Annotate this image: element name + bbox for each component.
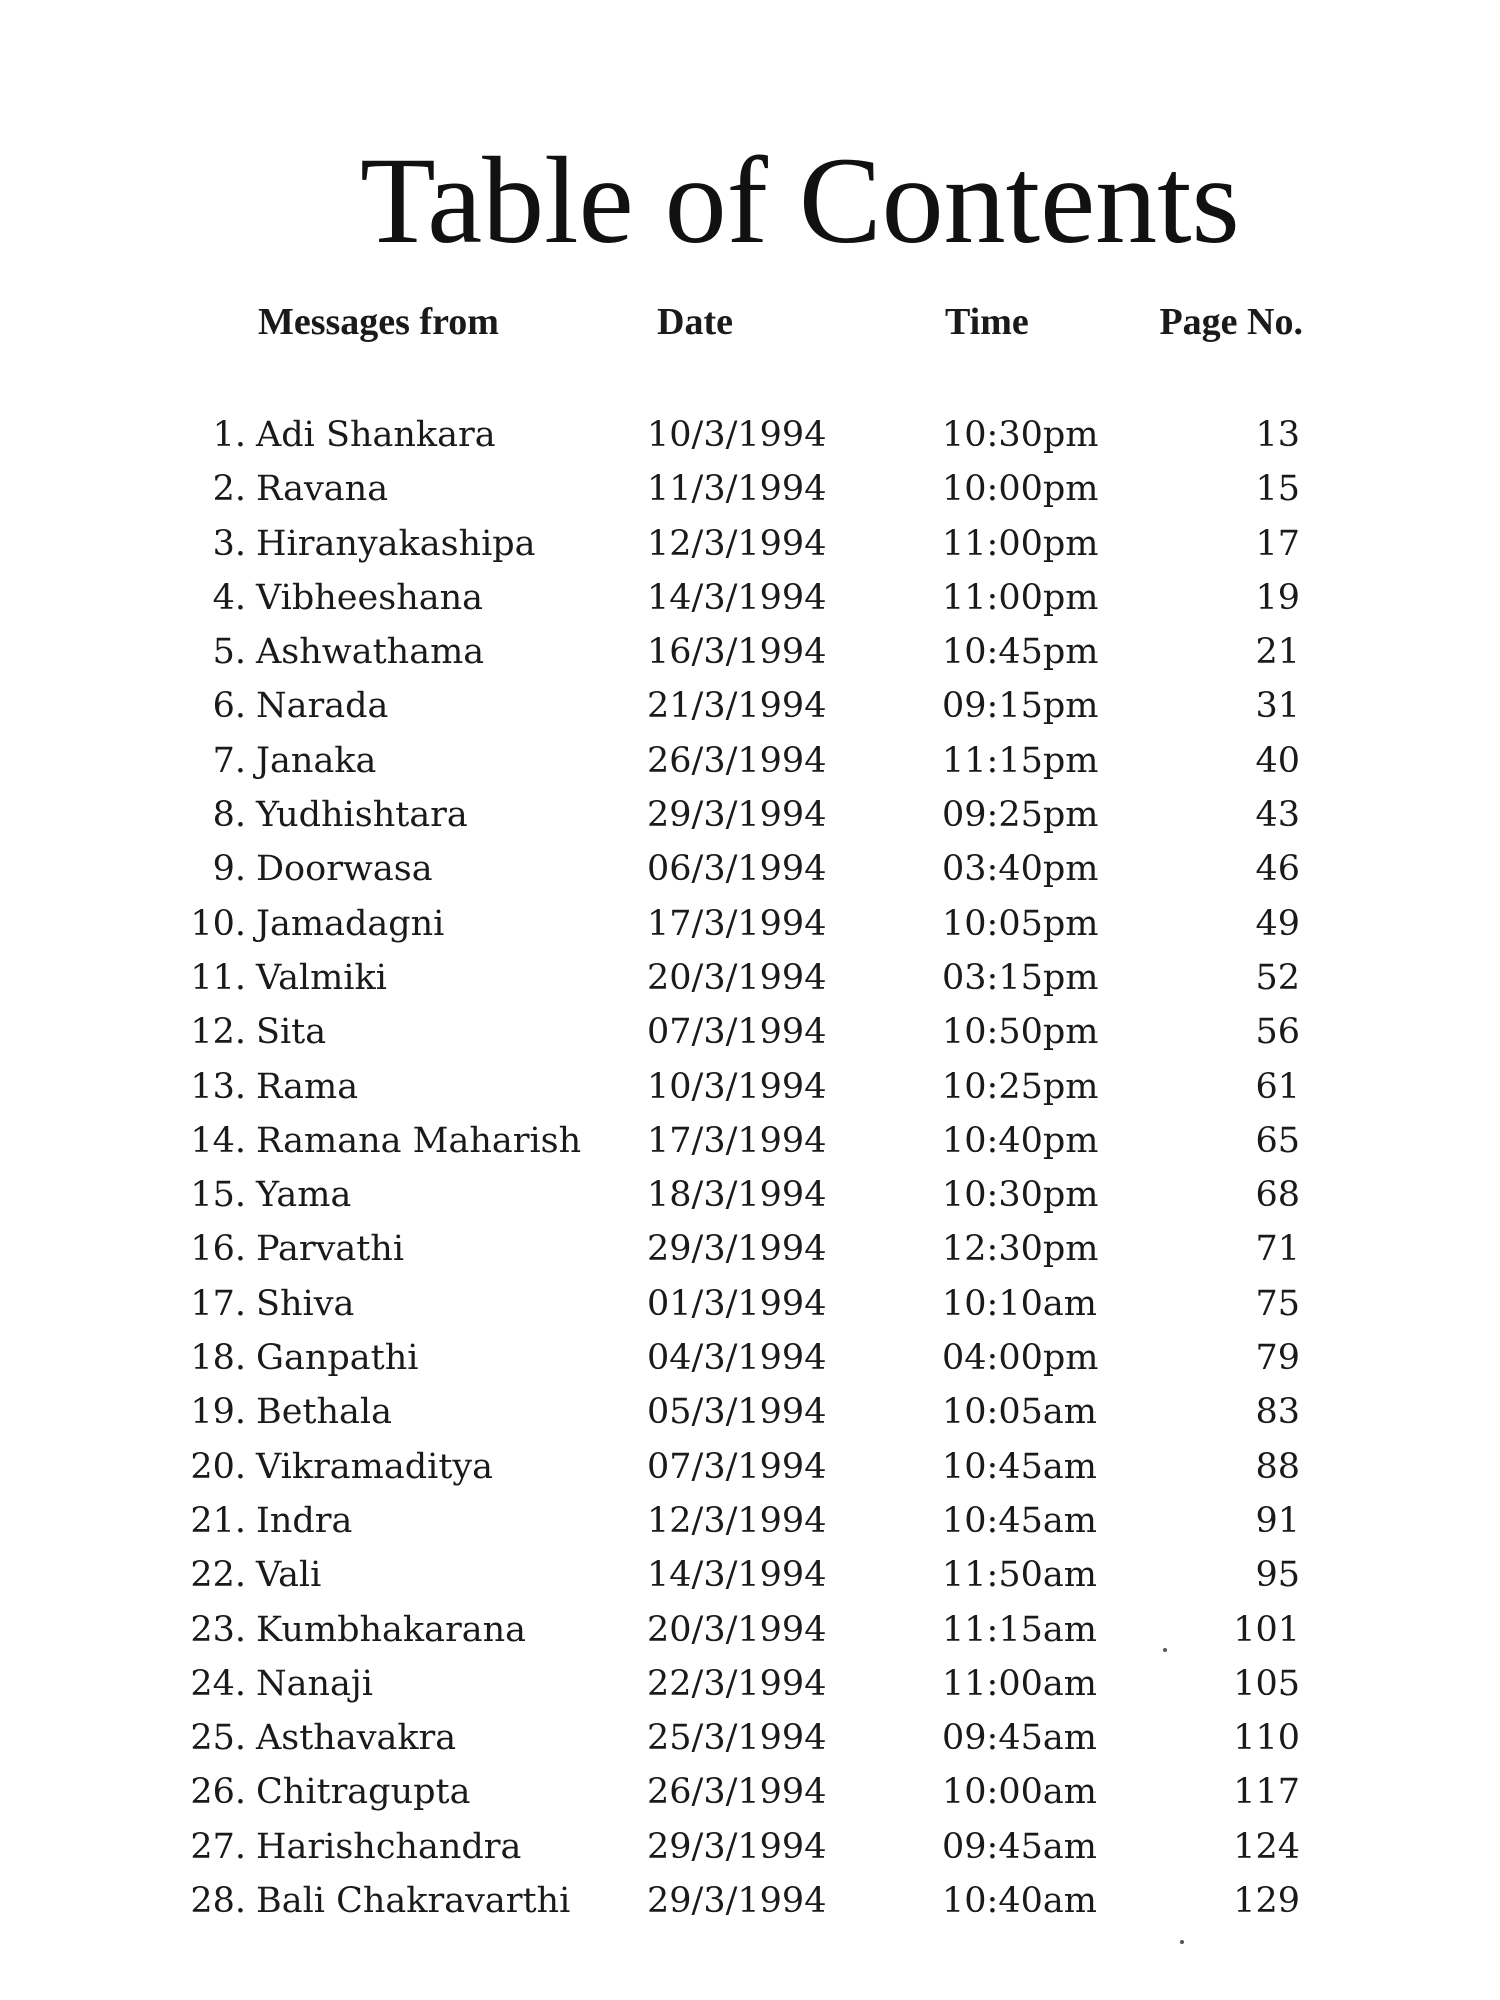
entry-number: 17. bbox=[190, 1283, 246, 1324]
entry-date: 21/3/1994 bbox=[647, 686, 827, 727]
entry-name: Valmiki bbox=[256, 957, 387, 998]
entry-number: 15. bbox=[190, 1175, 246, 1216]
entry-name: Sita bbox=[256, 1012, 327, 1053]
entry-date: 26/3/1994 bbox=[647, 740, 827, 781]
entry-name: Ramana Maharish bbox=[256, 1120, 582, 1161]
entry-date: 10/3/1994 bbox=[647, 415, 827, 455]
table-row bbox=[0, 627, 1500, 681]
entry-number: 9. bbox=[212, 849, 246, 890]
entry-date: 14/3/1994 bbox=[647, 577, 827, 618]
entry-page-number: 105 bbox=[1233, 1663, 1300, 1704]
entry-time: 09:15pm bbox=[942, 686, 1099, 727]
entry-page-number: 110 bbox=[1233, 1718, 1300, 1759]
table-row bbox=[0, 1116, 1500, 1170]
entry-page-number: 65 bbox=[1255, 1120, 1300, 1161]
entry-number: 23. bbox=[190, 1609, 246, 1650]
entry-date: 07/3/1994 bbox=[647, 1446, 827, 1487]
table-row bbox=[0, 681, 1500, 735]
table-row bbox=[0, 1767, 1500, 1821]
entry-time: 09:25pm bbox=[942, 795, 1099, 836]
entry-date: 12/3/1994 bbox=[647, 523, 827, 564]
entry-number: 13. bbox=[190, 1066, 246, 1107]
entry-time: 10:45pm bbox=[942, 632, 1099, 673]
table-row bbox=[0, 953, 1500, 1007]
entry-name: Ravana bbox=[256, 469, 389, 510]
entry-name: Vali bbox=[256, 1555, 322, 1596]
entry-date: 29/3/1994 bbox=[647, 1881, 827, 1922]
entry-date: 04/3/1994 bbox=[647, 1338, 827, 1379]
entry-number: 18. bbox=[190, 1338, 246, 1379]
entry-date: 20/3/1994 bbox=[647, 1609, 827, 1650]
entry-time: 10:40am bbox=[942, 1881, 1097, 1922]
entry-page-number: 52 bbox=[1255, 957, 1300, 998]
entry-time: 11:00am bbox=[942, 1663, 1097, 1704]
entry-date: 22/3/1994 bbox=[647, 1663, 827, 1704]
entry-date: 05/3/1994 bbox=[647, 1392, 827, 1433]
entry-time: 09:45am bbox=[942, 1718, 1097, 1759]
table-row bbox=[0, 1333, 1500, 1387]
entry-number: 16. bbox=[190, 1229, 246, 1270]
page-title: Table of Contents bbox=[360, 132, 1240, 270]
entry-time: 11:15pm bbox=[942, 740, 1099, 781]
table-header bbox=[0, 300, 1500, 350]
entry-date: 25/3/1994 bbox=[647, 1718, 827, 1759]
entry-date: 17/3/1994 bbox=[647, 1120, 827, 1161]
entry-page-number: 15 bbox=[1255, 469, 1300, 510]
table-row bbox=[0, 1224, 1500, 1278]
table-row bbox=[0, 1387, 1500, 1441]
entry-name: Vibheeshana bbox=[256, 577, 484, 618]
entry-time: 10:05am bbox=[942, 1392, 1097, 1433]
entry-page-number: 49 bbox=[1255, 903, 1300, 944]
entry-date: 07/3/1994 bbox=[647, 1012, 827, 1053]
header-messages-from: Messages from bbox=[258, 301, 499, 343]
entry-name: Asthavakra bbox=[256, 1718, 457, 1759]
entry-time: 03:15pm bbox=[942, 957, 1099, 998]
entry-page-number: 71 bbox=[1255, 1229, 1300, 1270]
entry-page-number: 83 bbox=[1255, 1392, 1300, 1433]
entry-number: 3. bbox=[212, 523, 246, 564]
entry-time: 11:50am bbox=[942, 1555, 1097, 1596]
entry-page-number: 91 bbox=[1255, 1500, 1300, 1541]
entry-name: Harishchandra bbox=[256, 1826, 522, 1867]
entry-page-number: 79 bbox=[1255, 1338, 1300, 1379]
entry-date: 29/3/1994 bbox=[647, 1826, 827, 1867]
entry-name: Ganpathi bbox=[256, 1338, 419, 1379]
entry-page-number: 75 bbox=[1255, 1283, 1300, 1324]
entry-number: 5. bbox=[212, 632, 246, 673]
print-speck bbox=[1163, 1648, 1167, 1652]
entry-page-number: 101 bbox=[1233, 1609, 1300, 1650]
entry-name: Yama bbox=[256, 1175, 352, 1216]
entry-number: 4. bbox=[212, 577, 246, 618]
entry-date: 12/3/1994 bbox=[647, 1500, 827, 1541]
entry-number: 14. bbox=[190, 1120, 246, 1161]
entry-number: 8. bbox=[212, 795, 246, 836]
entry-name: Kumbhakarana bbox=[256, 1609, 527, 1650]
entry-number: 24. bbox=[190, 1663, 246, 1704]
entry-name: Indra bbox=[256, 1500, 353, 1541]
table-row bbox=[0, 844, 1500, 898]
table-row bbox=[0, 1713, 1500, 1767]
entry-number: 10. bbox=[190, 903, 246, 944]
entry-number: 7. bbox=[212, 740, 246, 781]
contents-table bbox=[0, 410, 1500, 1930]
entry-name: Bali Chakravarthi bbox=[256, 1881, 571, 1922]
entry-time: 10:45am bbox=[942, 1500, 1097, 1541]
entry-number: 25. bbox=[190, 1718, 246, 1759]
header-date: Date bbox=[657, 301, 733, 343]
entry-date: 01/3/1994 bbox=[647, 1283, 827, 1324]
entry-name: Ashwathama bbox=[256, 632, 485, 673]
print-speck bbox=[1180, 1940, 1184, 1944]
entry-page-number: 19 bbox=[1255, 577, 1300, 618]
entry-date: 29/3/1994 bbox=[647, 1229, 827, 1270]
entry-date: 20/3/1994 bbox=[647, 957, 827, 998]
table-row bbox=[0, 573, 1500, 627]
entry-time: 10:30pm bbox=[942, 1175, 1099, 1216]
entry-number: 20. bbox=[190, 1446, 246, 1487]
table-row bbox=[0, 1442, 1500, 1496]
entry-number: 12. bbox=[190, 1012, 246, 1053]
entry-page-number: 13 bbox=[1255, 415, 1300, 455]
entry-time: 04:00pm bbox=[942, 1338, 1099, 1379]
entry-page-number: 31 bbox=[1255, 686, 1300, 727]
table-row bbox=[0, 519, 1500, 573]
entry-page-number: 17 bbox=[1255, 523, 1300, 564]
entry-date: 11/3/1994 bbox=[647, 469, 827, 510]
entry-page-number: 95 bbox=[1255, 1555, 1300, 1596]
entry-date: 14/3/1994 bbox=[647, 1555, 827, 1596]
entry-time: 11:00pm bbox=[942, 523, 1099, 564]
entry-time: 09:45am bbox=[942, 1826, 1097, 1867]
entry-date: 29/3/1994 bbox=[647, 795, 827, 836]
entry-page-number: 46 bbox=[1255, 849, 1300, 890]
table-row bbox=[0, 736, 1500, 790]
entry-date: 18/3/1994 bbox=[647, 1175, 827, 1216]
table-row bbox=[0, 1279, 1500, 1333]
entry-time: 10:10am bbox=[942, 1283, 1097, 1324]
table-row bbox=[0, 790, 1500, 844]
entry-number: 19. bbox=[190, 1392, 246, 1433]
entry-name: Shiva bbox=[256, 1283, 355, 1324]
table-row bbox=[0, 1496, 1500, 1550]
entry-name: Bethala bbox=[256, 1392, 392, 1433]
entry-name: Nanaji bbox=[256, 1663, 373, 1704]
entry-name: Yudhishtara bbox=[256, 795, 468, 836]
entry-number: 6. bbox=[212, 686, 246, 727]
header-time: Time bbox=[945, 301, 1029, 343]
entry-page-number: 117 bbox=[1233, 1772, 1300, 1813]
header-page-no: Page No. bbox=[1159, 301, 1303, 343]
table-row bbox=[0, 1062, 1500, 1116]
entry-time: 10:05pm bbox=[942, 903, 1099, 944]
entry-name: Chitragupta bbox=[256, 1772, 471, 1813]
table-row bbox=[0, 1170, 1500, 1224]
entry-name: Adi Shankara bbox=[256, 415, 496, 455]
entry-number: 22. bbox=[190, 1555, 246, 1596]
entry-number: 1. bbox=[212, 415, 246, 455]
table-row bbox=[0, 1876, 1500, 1930]
entry-time: 12:30pm bbox=[942, 1229, 1099, 1270]
table-row bbox=[0, 1822, 1500, 1876]
entry-time: 10:50pm bbox=[942, 1012, 1099, 1053]
entry-number: 27. bbox=[190, 1826, 246, 1867]
entry-date: 26/3/1994 bbox=[647, 1772, 827, 1813]
entry-time: 03:40pm bbox=[942, 849, 1099, 890]
entry-time: 10:40pm bbox=[942, 1120, 1099, 1161]
entry-page-number: 129 bbox=[1233, 1881, 1300, 1922]
entry-time: 10:45am bbox=[942, 1446, 1097, 1487]
entry-name: Narada bbox=[256, 686, 389, 727]
table-row bbox=[0, 1550, 1500, 1604]
entry-time: 11:15am bbox=[942, 1609, 1097, 1650]
entry-date: 06/3/1994 bbox=[647, 849, 827, 890]
table-row bbox=[0, 464, 1500, 518]
entry-page-number: 40 bbox=[1255, 740, 1300, 781]
entry-name: Jamadagni bbox=[256, 903, 445, 944]
entry-date: 10/3/1994 bbox=[647, 1066, 827, 1107]
table-row bbox=[0, 1007, 1500, 1061]
entry-page-number: 21 bbox=[1255, 632, 1300, 673]
entry-time: 10:00pm bbox=[942, 469, 1099, 510]
table-row bbox=[0, 899, 1500, 953]
entry-name: Parvathi bbox=[256, 1229, 405, 1270]
entry-time: 10:25pm bbox=[942, 1066, 1099, 1107]
entry-time: 10:30pm bbox=[942, 415, 1099, 455]
entry-time: 10:00am bbox=[942, 1772, 1097, 1813]
entry-page-number: 56 bbox=[1255, 1012, 1300, 1053]
entry-page-number: 43 bbox=[1255, 795, 1300, 836]
table-row bbox=[0, 1605, 1500, 1659]
entry-number: 28. bbox=[190, 1881, 246, 1922]
entry-page-number: 68 bbox=[1255, 1175, 1300, 1216]
entry-number: 21. bbox=[190, 1500, 246, 1541]
table-row bbox=[0, 1659, 1500, 1713]
entry-date: 16/3/1994 bbox=[647, 632, 827, 673]
table-row bbox=[0, 410, 1500, 464]
entry-name: Doorwasa bbox=[256, 849, 433, 890]
entry-page-number: 124 bbox=[1233, 1826, 1300, 1867]
entry-name: Hiranyakashipa bbox=[256, 523, 536, 564]
entry-number: 26. bbox=[190, 1772, 246, 1813]
entry-name: Vikramaditya bbox=[256, 1446, 494, 1487]
entry-name: Janaka bbox=[256, 740, 377, 781]
entry-number: 11. bbox=[190, 957, 246, 998]
entry-time: 11:00pm bbox=[942, 577, 1099, 618]
entry-page-number: 88 bbox=[1255, 1446, 1300, 1487]
entry-name: Rama bbox=[256, 1066, 359, 1107]
entry-page-number: 61 bbox=[1255, 1066, 1300, 1107]
entry-number: 2. bbox=[212, 469, 246, 510]
entry-date: 17/3/1994 bbox=[647, 903, 827, 944]
